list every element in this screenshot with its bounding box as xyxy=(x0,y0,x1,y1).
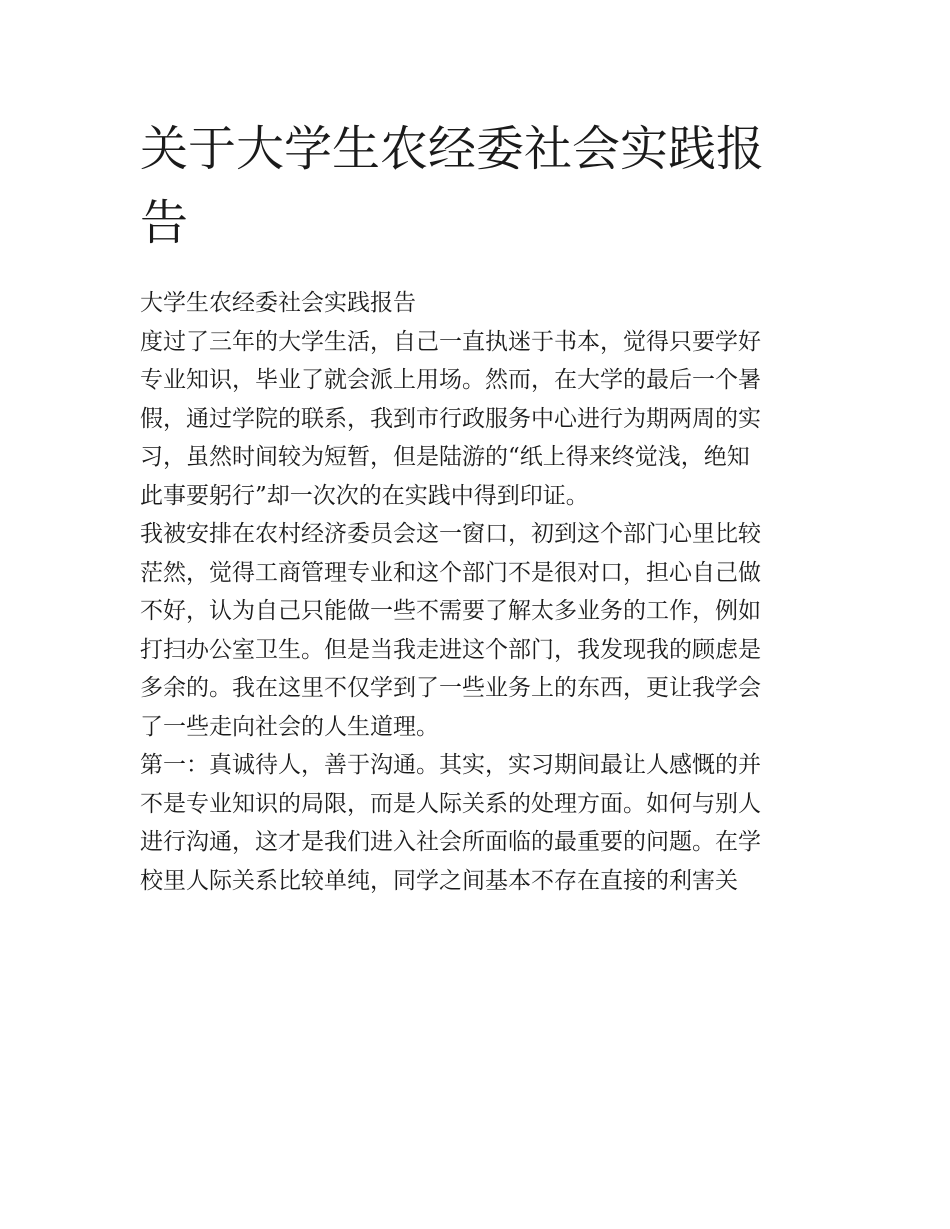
text-line: 不好，认为自己只能做一些不需要了解太多业务的工作，例如 xyxy=(140,598,761,624)
paragraph-assignment xyxy=(140,515,820,746)
text-line: 校里人际关系比较单纯，同学之间基本不存在直接的利害关 xyxy=(140,867,738,894)
text-line: 第一：真诚待人，善于沟通。其实，实习期间最让人感慨的并 xyxy=(140,752,761,778)
text-line: 此事要躬行”却一次次的在实践中得到印证。 xyxy=(140,482,589,509)
document-body xyxy=(140,284,820,900)
document-title xyxy=(140,112,820,260)
title-line-1: 关于大学生农经委社会实践报 xyxy=(140,121,765,177)
text-line: 我被安排在农村经济委员会这一窗口，初到这个部门心里比较 xyxy=(140,521,761,547)
paragraph-intro xyxy=(140,323,820,516)
text-line: 度过了三年的大学生活，自己一直执迷于书本，觉得只要学好 xyxy=(140,328,761,355)
text-line: 不是专业知识的局限，而是人际关系的处理方面。如何与别人 xyxy=(140,790,761,817)
text-line: 茫然，觉得工商管理专业和这个部门不是很对口，担心自己做 xyxy=(140,559,761,586)
paragraph-first-point xyxy=(140,746,820,900)
text-line: 了一些走向社会的人生道理。 xyxy=(140,713,439,740)
text-line: 大学生农经委社会实践报告 xyxy=(140,290,416,316)
title-line-2: 告 xyxy=(140,195,189,251)
subtitle-paragraph xyxy=(140,284,820,323)
text-line: 假，通过学院的联系，我到市行政服务中心进行为期两周的实 xyxy=(140,405,761,432)
text-line: 专业知识，毕业了就会派上用场。然而，在大学的最后一个暑 xyxy=(140,367,761,393)
text-line: 习，虽然时间较为短暂，但是陆游的“纸上得来终觉浅，绝知 xyxy=(140,444,750,470)
text-line: 打扫办公室卫生。但是当我走进这个部门，我发现我的顾虑是 xyxy=(140,636,761,663)
text-line: 多余的。我在这里不仅学到了一些业务上的东西，更让我学会 xyxy=(140,675,761,701)
text-line: 进行沟通，这才是我们进入社会所面临的最重要的问题。在学 xyxy=(140,829,761,855)
